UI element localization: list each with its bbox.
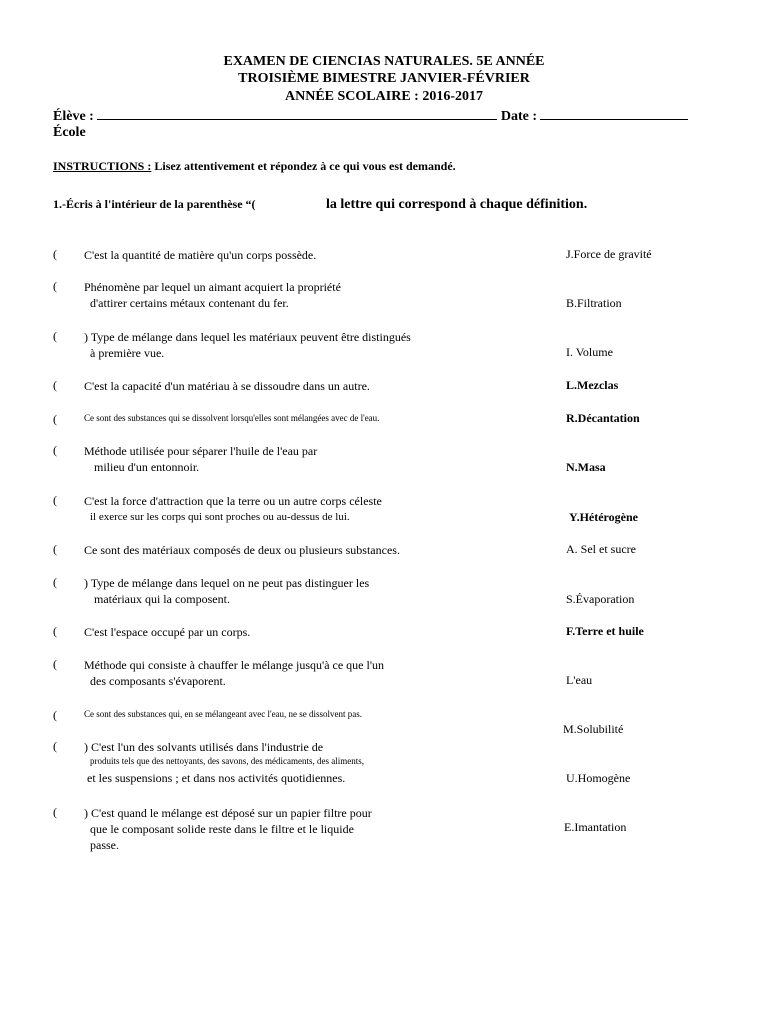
student-label: Élève : [53,109,94,124]
answer-option: E.Imantation [564,820,627,834]
answer-option: F.Terre et huile [566,624,644,638]
definition [84,805,372,853]
definition-line: ) Type de mélange dans lequel on ne peut pas distinguer les [84,576,370,590]
answer-parenthesis[interactable]: ( [53,247,57,261]
definition-line: C'est la quantité de matière qu'un corps possède. [84,248,317,262]
definition-line: matériaux qui la composent. [94,592,230,606]
answer-parenthesis[interactable]: ( [53,378,57,392]
answer-parenthesis[interactable]: ( [53,329,57,343]
matching-item [0,443,768,483]
definition-line: produits tels que des nettoyants, des savons, des médicaments, des aliments, [90,756,364,766]
answer-option: L'eau [566,673,593,687]
definition-line: ) C'est quand le mélange est déposé sur un papier filtre pour [84,806,372,820]
exam-subtitle-period: TROISIÈME BIMESTRE JANVIER-FÉVRIER [238,71,530,86]
answer-parenthesis[interactable]: ( [53,542,57,556]
question-1-prompt: 1.-Écris à l'intérieur de la parenthèse “( [53,197,256,211]
definition [84,624,250,640]
answer-parenthesis[interactable]: ( [53,575,57,589]
definition [84,410,379,426]
definition-line: que le composant solide reste dans le filtre et le liquide [90,822,354,836]
date-label: Date : [500,109,537,124]
matching-item [0,575,768,615]
school-line [53,125,86,141]
answer-parenthesis[interactable]: ( [53,708,57,722]
definition [84,279,341,311]
answer-option: N.Masa [566,460,606,474]
answer-parenthesis[interactable]: ( [53,279,57,293]
definition-line: Méthode utilisée pour séparer l'huile de l'eau par [84,444,318,458]
answer-parenthesis[interactable]: ( [53,657,57,671]
answer-parenthesis[interactable]: ( [53,624,57,638]
answer-option: S.Évaporation [566,592,635,606]
instructions-label: INSTRUCTIONS : [53,159,152,173]
definition-line: C'est l'espace occupé par un corps. [84,625,251,639]
answer-parenthesis[interactable]: ( [53,739,57,753]
definition-line: C'est la capacité d'un matériau à se dissoudre dans un autre. [84,379,370,393]
matching-item [0,657,768,697]
definition-line: milieu d'un entonnoir. [94,460,200,474]
answer-parenthesis[interactable]: ( [53,805,57,819]
instructions-text: Lisez attentivement et répondez à ce qui vous est demandé. [151,159,456,173]
matching-item [0,279,768,319]
exam-title: EXAMEN DE CIENCIAS NATURALES. 5E ANNÉE [223,54,545,69]
definition [84,739,364,789]
student-line [53,107,688,125]
answer-option: J.Force de gravité [566,247,652,261]
matching-item [0,805,768,861]
matching-item [0,493,768,533]
definition [84,247,316,263]
definition-line: il exerce sur les corps qui sont proches ou au-dessus de lui. [90,511,350,523]
definition-line: passe. [90,838,119,852]
matching-item [0,739,768,785]
definition [84,329,411,361]
instructions [53,159,456,174]
student-name-blank[interactable] [97,107,497,120]
answer-option: I. Volume [566,345,613,359]
definition-line: C'est la force d'attraction que la terre ou un autre corps céleste [84,494,382,508]
answer-parenthesis[interactable]: ( [53,443,57,457]
definition-line: Ce sont des matériaux composés de deux ou plusieurs substances. [84,543,400,557]
definition [84,542,400,558]
definition-line: Méthode qui consiste à chauffer le mélange jusqu'à ce que l'un [84,658,384,672]
definition-line: à première vue. [90,346,165,360]
answer-parenthesis[interactable]: ( [53,412,57,426]
answer-option: B.Filtration [566,296,622,310]
matching-item [0,329,768,369]
answer-option: R.Décantation [566,411,640,425]
definition [84,706,362,722]
definition [84,493,382,525]
answer-option: M.Solubilité [563,722,624,736]
answer-parenthesis[interactable]: ( [53,493,57,507]
definition-line: et les suspensions ; et dans nos activités quotidiennes. [87,771,346,785]
answer-option: L.Mezclas [566,378,619,392]
exam-subtitle-year: ANNÉE SCOLAIRE : 2016-2017 [285,89,483,104]
date-blank[interactable] [540,107,688,120]
definition-line: ) C'est l'un des solvants utilisés dans l'industrie de [84,740,324,754]
school-label: École [53,125,86,140]
answer-option: A. Sel et sucre [566,542,636,556]
definition-line: des composants s'évaporent. [90,674,226,688]
question-1-prompt-continued: la lettre qui correspond à chaque définition. [326,197,588,212]
definition [84,575,369,607]
definition [84,657,384,689]
definition-line: Ce sont des substances qui se dissolvent lorsqu'elles sont mélangées avec de l'eau. [84,413,380,423]
definition-line: d'attirer certains métaux contenant du fer. [90,296,289,310]
definition-line: ) Type de mélange dans lequel les matériaux peuvent être distingués [84,330,411,344]
definition-line: Ce sont des substances qui, en se mélangeant avec l'eau, ne se dissolvent pas. [84,709,363,719]
answer-option: Y.Hétérogène [569,510,638,524]
definition [84,443,317,475]
definition [84,378,370,394]
answer-option: U.Homogène [566,771,631,785]
definition-line: Phénomène par lequel un aimant acquiert la propriété [84,280,341,294]
